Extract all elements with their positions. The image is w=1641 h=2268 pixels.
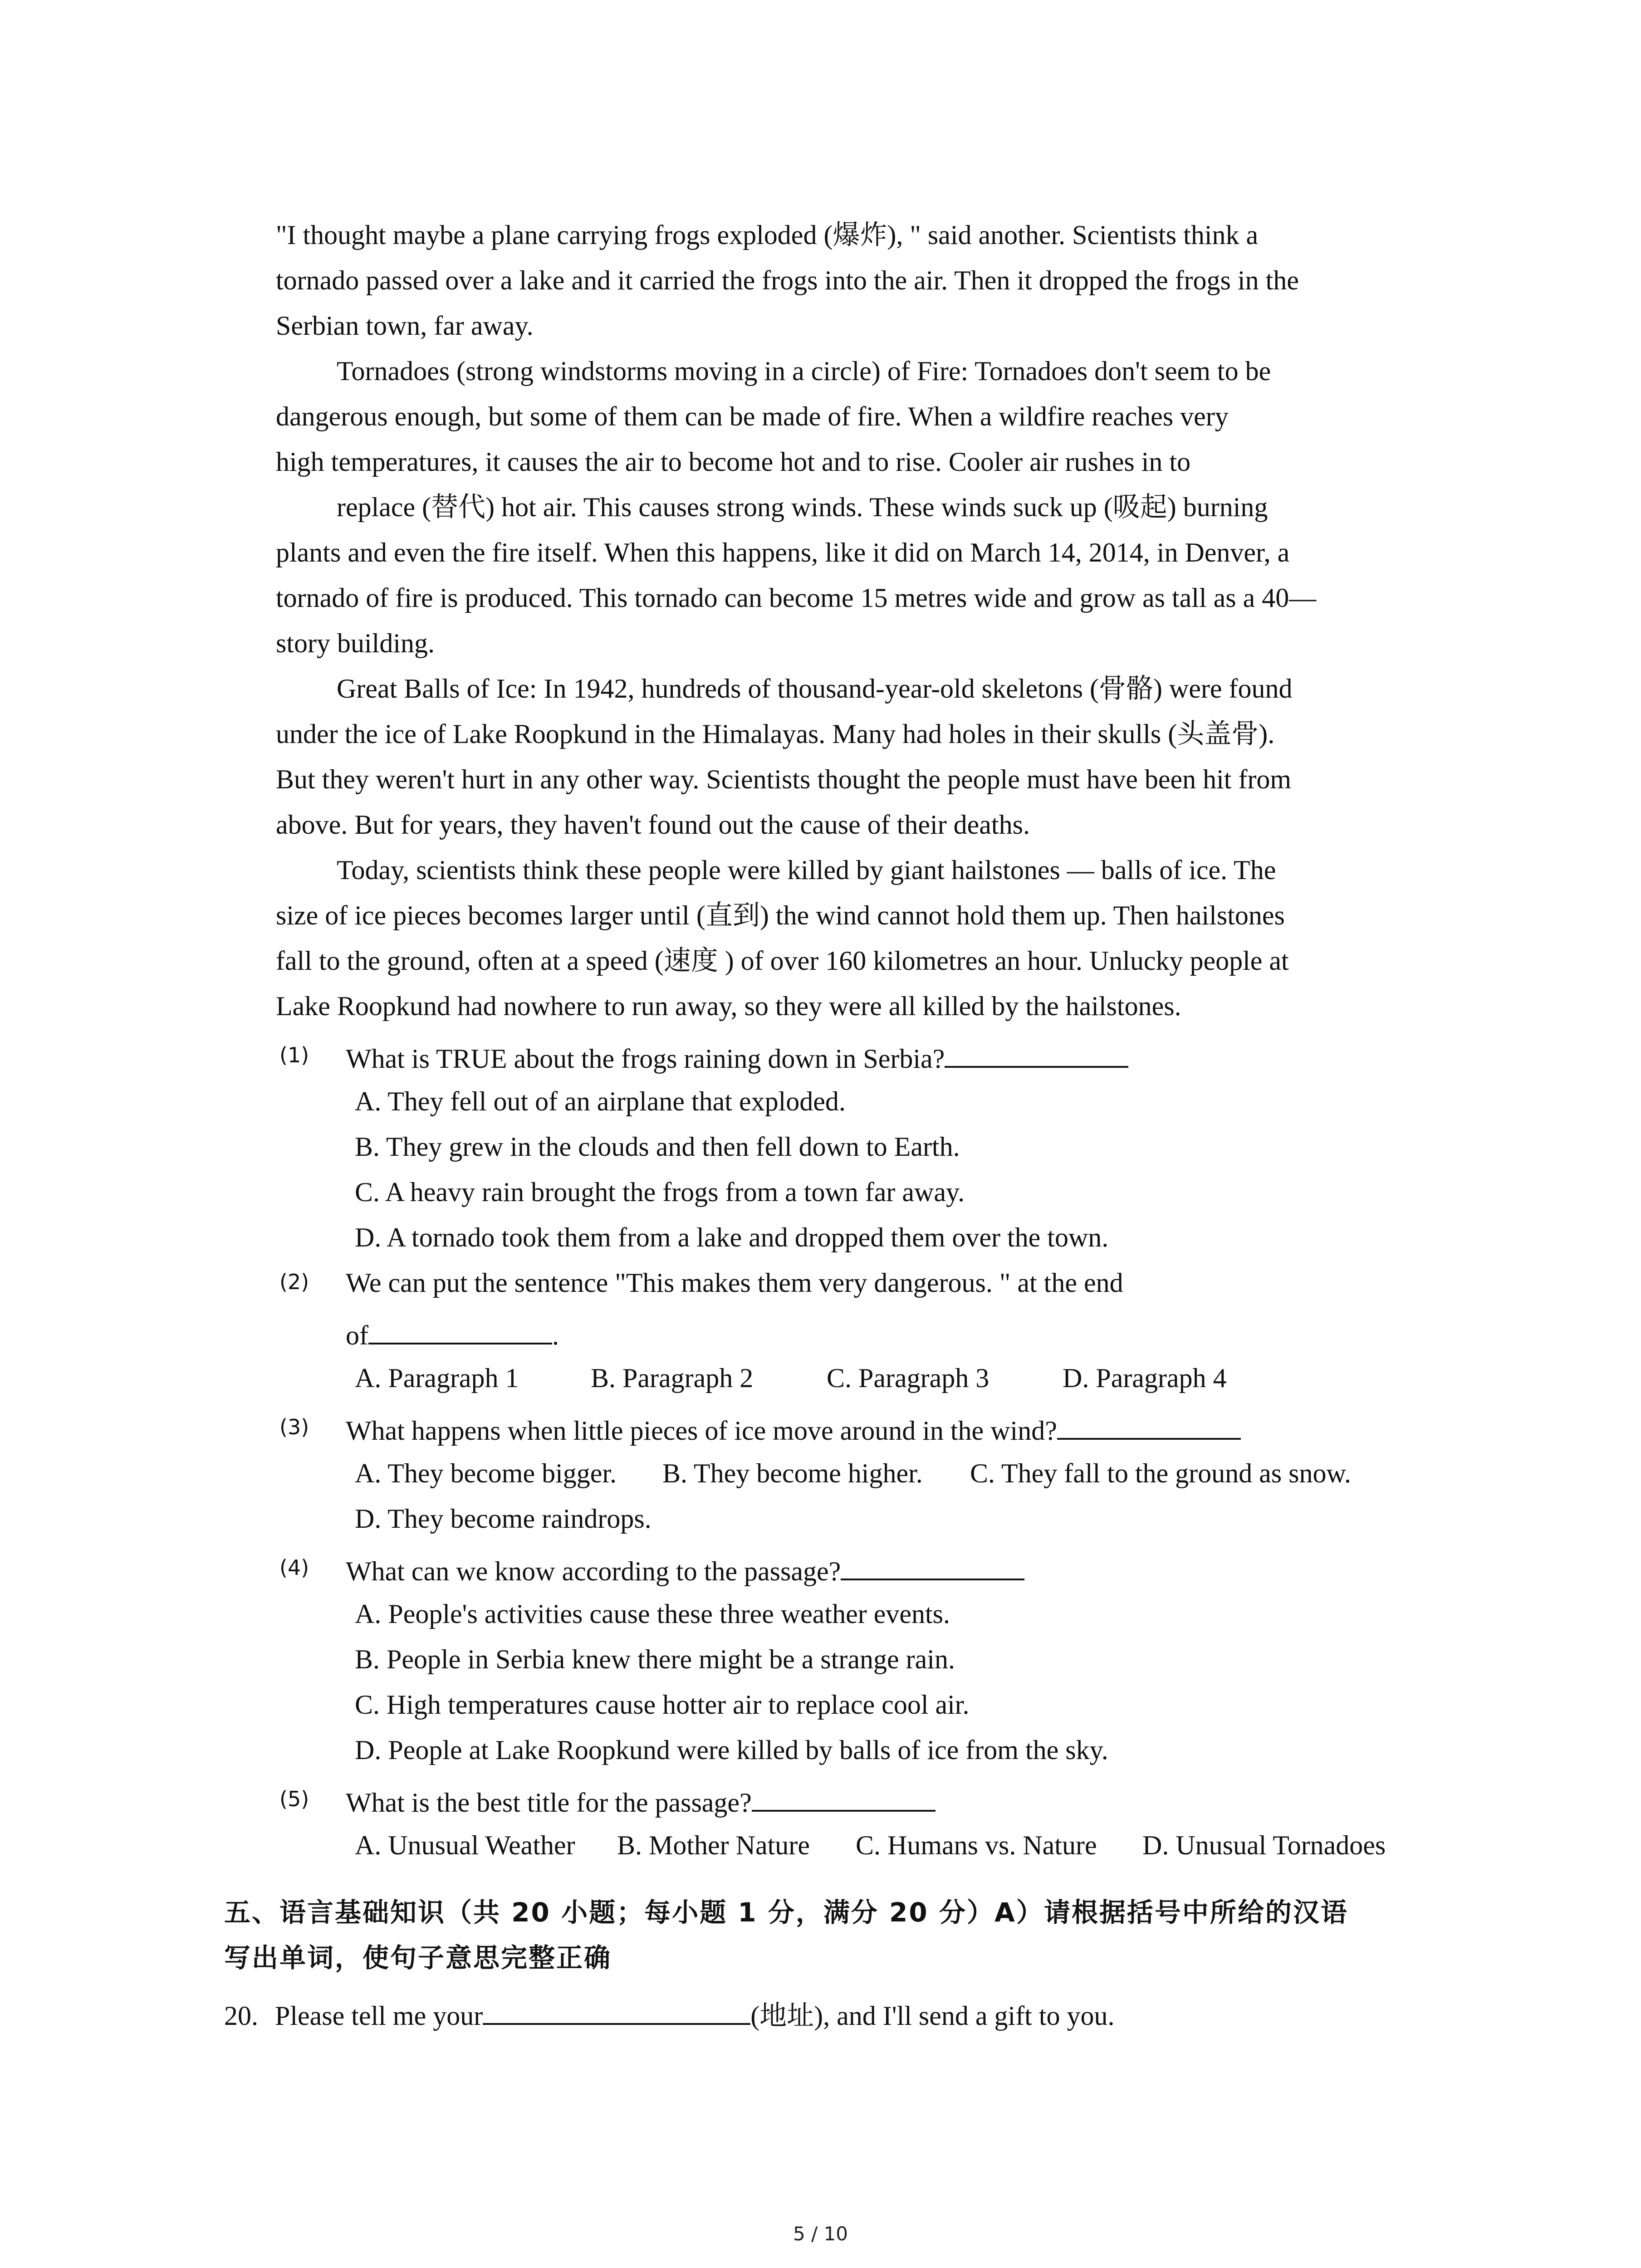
option-d[interactable]: D. Paragraph 4 (1063, 1363, 1227, 1393)
question-stem-text: of (346, 1320, 368, 1350)
passage-line: story building. (276, 628, 435, 658)
question-stem (346, 1550, 1024, 1596)
question-number: (5) (279, 1787, 309, 1811)
question-stem (346, 1038, 1128, 1083)
answer-blank[interactable] (1057, 1410, 1241, 1440)
option-a[interactable]: A. Paragraph 1 (355, 1363, 519, 1393)
option-c[interactable]: C. High temperatures cause hotter air to replace cool air. (355, 1690, 970, 1720)
option-d[interactable]: D. They become raindrops. (355, 1504, 652, 1534)
passage-line: But they weren't hurt in any other way. Scientists thought the people must have been hit from (276, 764, 1292, 794)
passage-line: Tornadoes (strong windstorms moving in a circle) of Fire: Tornadoes don't seem to be (337, 356, 1271, 386)
passage-line: Today, scientists think these people were killed by giant hailstones — balls of ice. The (337, 855, 1276, 885)
fill-in-item-20 (224, 1995, 1115, 2040)
answer-blank[interactable] (368, 1315, 552, 1344)
passage-line: Serbian town, far away. (276, 311, 534, 341)
option-c[interactable]: C. A heavy rain brought the frogs from a town far away. (355, 1177, 965, 1207)
option-b[interactable]: B. People in Serbia knew there might be a strange rain. (355, 1644, 955, 1674)
question-stem (346, 1782, 936, 1827)
option-a[interactable]: A. They become bigger. (355, 1458, 617, 1488)
question-number: (3) (279, 1415, 309, 1439)
option-a[interactable]: A. People's activities cause these three weather events. (355, 1599, 950, 1629)
passage-line: fall to the ground, often at a speed (速度 ) of over 160 kilometres an hour. Unlucky people at (276, 946, 1289, 976)
option-b[interactable]: B. Paragraph 2 (591, 1363, 754, 1393)
answer-blank[interactable] (483, 1995, 750, 2025)
option-d[interactable]: D. A tornado took them from a lake and dropped them over the town. (355, 1222, 1109, 1252)
question-number: (1) (279, 1043, 309, 1067)
option-c[interactable]: C. They fall to the ground as snow. (970, 1458, 1351, 1488)
question-stem-text: What can we know according to the passage? (346, 1556, 841, 1586)
option-d[interactable]: D. People at Lake Roopkund were killed by balls of ice from the sky. (355, 1735, 1108, 1765)
passage-line: plants and even the fire itself. When this happens, like it did on March 14, 2014, in Denver, a (276, 538, 1290, 567)
question-stem-text: What happens when little pieces of ice move around in the wind? (346, 1416, 1057, 1446)
option-c[interactable]: C. Humans vs. Nature (856, 1830, 1097, 1860)
answer-blank[interactable] (945, 1038, 1128, 1068)
passage-line: Lake Roopkund had nowhere to run away, so they were all killed by the hailstones. (276, 991, 1181, 1021)
section-heading: 五、语言基础知识（共 20 小题；每小题 1 分，满分 20 分）A）请根据括号中所给的汉语 (224, 1897, 1348, 1928)
option-d[interactable]: D. Unusual Tornadoes (1142, 1830, 1386, 1860)
question-stem-text: What is TRUE about the frogs raining down in Serbia? (346, 1044, 945, 1074)
question-stem-period: . (552, 1320, 559, 1350)
passage-line: tornado of fire is produced. This tornado can become 15 metres wide and grow as tall as a 40— (276, 583, 1317, 613)
option-b[interactable]: B. They become higher. (662, 1458, 923, 1488)
question-stem-text: What is the best title for the passage? (346, 1788, 752, 1818)
passage-line: dangerous enough, but some of them can be made of fire. When a wildfire reaches very (276, 401, 1229, 431)
passage-line: replace (替代) hot air. This causes strong winds. These winds suck up (吸起) burning (337, 492, 1268, 522)
item-number: 20. (224, 2001, 258, 2031)
question-stem: We can put the sentence "This makes them very dangerous. " at the end (346, 1268, 1123, 1298)
passage-line: under the ice of Lake Roopkund in the Himalayas. Many had holes in their skulls (头盖骨). (276, 719, 1275, 749)
option-b[interactable]: B. They grew in the clouds and then fell down to Earth. (355, 1132, 960, 1162)
section-heading-continued: 写出单词，使句子意思完整正确 (224, 1942, 612, 1973)
page-number: 5 / 10 (793, 2223, 848, 2245)
passage-line: tornado passed over a lake and it carried the frogs into the air. Then it dropped the frogs in the (276, 265, 1299, 295)
item-text-after: (地址), and I'll send a gift to you. (750, 2001, 1115, 2031)
passage-line: above. But for years, they haven't found out the cause of their deaths. (276, 810, 1030, 840)
option-b[interactable]: B. Mother Nature (617, 1830, 810, 1860)
item-text-before: Please tell me your (275, 2001, 483, 2031)
passage-line: high temperatures, it causes the air to become hot and to rise. Cooler air rushes in to (276, 447, 1191, 477)
passage-line: size of ice pieces becomes larger until (直到) the wind cannot hold them up. Then hailstones (276, 900, 1285, 930)
passage-line: Great Balls of Ice: In 1942, hundreds of thousand-year-old skeletons (骨骼) were found (337, 674, 1293, 704)
answer-blank[interactable] (841, 1550, 1024, 1580)
question-stem-continued (346, 1315, 559, 1360)
option-a[interactable]: A. They fell out of an airplane that exploded. (355, 1086, 846, 1116)
answer-blank[interactable] (752, 1782, 936, 1812)
question-number: (4) (279, 1555, 309, 1580)
option-a[interactable]: A. Unusual Weather (355, 1830, 575, 1860)
passage-line: "I thought maybe a plane carrying frogs exploded (爆炸), " said another. Scientists think a (276, 220, 1259, 250)
question-number: (2) (279, 1270, 309, 1294)
question-stem (346, 1410, 1241, 1455)
option-c[interactable]: C. Paragraph 3 (827, 1363, 989, 1393)
